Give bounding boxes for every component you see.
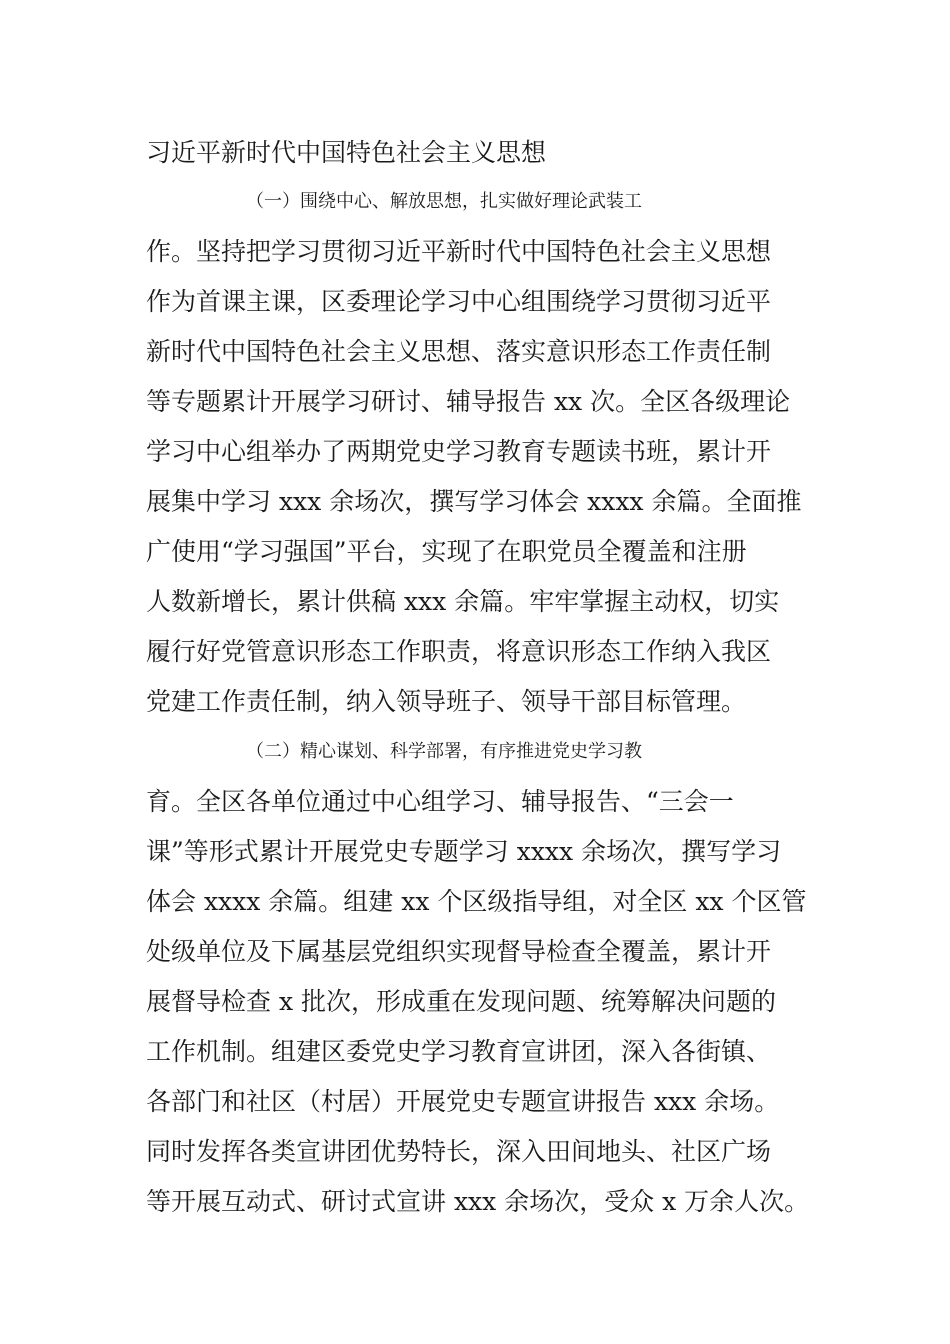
text-line: 广使用“学习强国”平台，实现了在职党员全覆盖和注册 <box>146 537 747 566</box>
text-line: 育。全区各单位通过中心组学习、辅导报告、“三会一 <box>146 787 734 816</box>
text-line: 等专题累计开展学习研讨、辅导报告 xx 次。全区各级理论 <box>146 387 791 416</box>
text-line: 展集中学习 xxx 余场次，撰写学习体会 xxxx 余篇。全面推 <box>146 487 802 516</box>
text-line: 同时发挥各类宣讲团优势特长，深入田间地头、社区广场 <box>146 1137 772 1166</box>
section-heading-2: （二）精心谋划、科学部署，有序推进党史学习教 <box>246 741 642 762</box>
text-line: 作。坚持把学习贯彻习近平新时代中国特色社会主义思想 <box>146 237 772 266</box>
text-line: 处级单位及下属基层党组织实现督导检查全覆盖，累计开 <box>146 937 772 966</box>
text-line: 等开展互动式、研讨式宣讲 xxx 余场次，受众 x 万余人次。 <box>146 1187 810 1216</box>
text-line: 作为首课主课，区委理论学习中心组围绕学习贯彻习近平 <box>146 287 772 316</box>
text-line: 工作机制。组建区委党史学习教育宣讲团，深入各街镇、 <box>146 1037 772 1066</box>
text-line: 课”等形式累计开展党史专题学习 xxxx 余场次，撰写学习 <box>146 837 782 866</box>
section-heading-1: （一）围绕中心、解放思想，扎实做好理论武装工 <box>246 191 642 212</box>
text-line: 体会 xxxx 余篇。组建 xx 个区级指导组，对全区 xx 个区管 <box>146 887 807 916</box>
text-line: 履行好党管意识形态工作职责，将意识形态工作纳入我区 <box>146 637 772 666</box>
text-line: 展督导检查 x 批次，形成重在发现问题、统筹解决问题的 <box>146 987 776 1016</box>
text-line: 各部门和社区（村居）开展党史专题宣讲报告 xxx 余场。 <box>146 1087 780 1116</box>
text-line: 新时代中国特色社会主义思想、落实意识形态工作责任制 <box>146 337 772 366</box>
text-line: 人数新增长，累计供稿 xxx 余篇。牢牢掌握主动权，切实 <box>146 587 780 616</box>
text-line: 学习中心组举办了两期党史学习教育专题读书班，累计开 <box>146 437 772 466</box>
text-line: 习近平新时代中国特色社会主义思想 <box>146 138 547 167</box>
text-line: 党建工作责任制，纳入领导班子、领导干部目标管理。 <box>146 687 747 716</box>
